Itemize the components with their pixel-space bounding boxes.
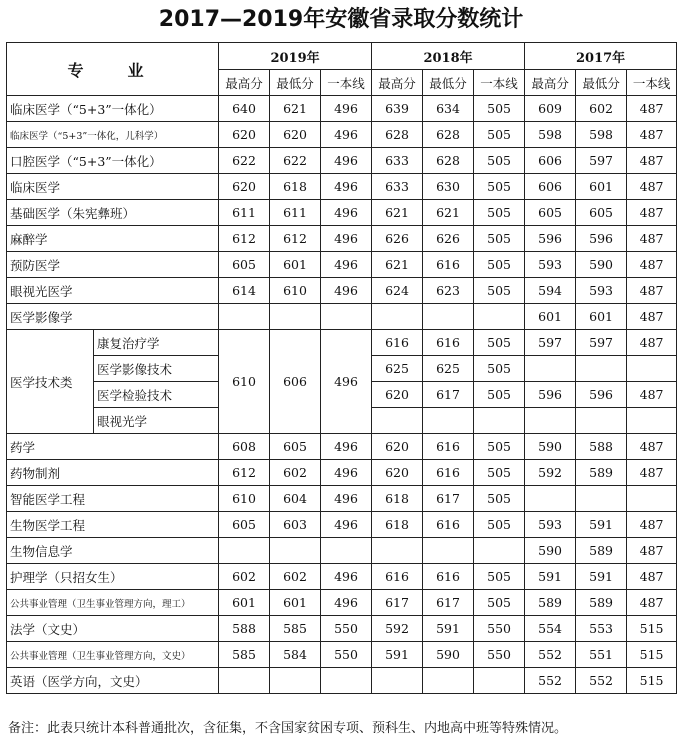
score-cell: 551 bbox=[576, 642, 627, 668]
year-header-2019: 2019年 bbox=[219, 43, 372, 70]
score-cell: 609 bbox=[525, 96, 576, 122]
table-row bbox=[7, 668, 677, 694]
score-cell: 487 bbox=[627, 148, 677, 174]
score-cell bbox=[423, 538, 474, 564]
table-row bbox=[7, 122, 677, 148]
min-score-header: 最低分 bbox=[270, 70, 321, 96]
score-cell bbox=[525, 356, 576, 382]
score-cell bbox=[372, 408, 423, 434]
score-cell: 634 bbox=[423, 96, 474, 122]
score-cell: 487 bbox=[627, 304, 677, 330]
score-cell: 590 bbox=[576, 252, 627, 278]
score-cell bbox=[219, 538, 270, 564]
score-cell: 550 bbox=[474, 616, 525, 642]
major-name-cell: 药学 bbox=[7, 434, 219, 460]
score-cell: 618 bbox=[270, 174, 321, 200]
score-cell: 605 bbox=[525, 200, 576, 226]
score-cell: 496 bbox=[321, 434, 372, 460]
score-cell: 487 bbox=[627, 590, 677, 616]
score-cell bbox=[372, 668, 423, 694]
score-cell bbox=[372, 304, 423, 330]
score-cell: 591 bbox=[576, 512, 627, 538]
score-cell: 602 bbox=[576, 96, 627, 122]
score-cell: 496 bbox=[321, 278, 372, 304]
table-row bbox=[7, 278, 677, 304]
score-cell: 550 bbox=[474, 642, 525, 668]
score-cell bbox=[474, 538, 525, 564]
score-cell: 596 bbox=[525, 382, 576, 408]
score-cell: 601 bbox=[270, 252, 321, 278]
major-name-cell: 生物医学工程 bbox=[7, 512, 219, 538]
score-cell: 617 bbox=[423, 590, 474, 616]
score-cell bbox=[576, 408, 627, 434]
score-cell bbox=[627, 408, 677, 434]
score-cell: 487 bbox=[627, 96, 677, 122]
score-cell: 487 bbox=[627, 460, 677, 486]
year-header-2017: 2017年 bbox=[525, 43, 677, 70]
score-cell: 616 bbox=[423, 252, 474, 278]
score-cell: 617 bbox=[423, 486, 474, 512]
score-cell: 620 bbox=[270, 122, 321, 148]
score-cell: 620 bbox=[219, 122, 270, 148]
score-cell: 617 bbox=[423, 382, 474, 408]
score-cell bbox=[219, 668, 270, 694]
score-cell bbox=[321, 538, 372, 564]
score-cell: 496 bbox=[321, 460, 372, 486]
table-row bbox=[7, 226, 677, 252]
score-cell bbox=[423, 304, 474, 330]
score-cell: 496 bbox=[321, 200, 372, 226]
score-cell: 612 bbox=[219, 226, 270, 252]
score-cell: 625 bbox=[372, 356, 423, 382]
score-cell: 626 bbox=[372, 226, 423, 252]
score-cell: 552 bbox=[525, 642, 576, 668]
score-cell: 588 bbox=[219, 616, 270, 642]
tier1-line-header: 一本线 bbox=[474, 70, 525, 96]
score-cell: 505 bbox=[474, 252, 525, 278]
score-cell: 616 bbox=[372, 330, 423, 356]
score-cell: 591 bbox=[423, 616, 474, 642]
score-cell: 496 bbox=[321, 330, 372, 434]
score-cell: 515 bbox=[627, 642, 677, 668]
score-cell: 622 bbox=[219, 148, 270, 174]
score-cell: 496 bbox=[321, 486, 372, 512]
score-cell: 621 bbox=[423, 200, 474, 226]
score-cell: 618 bbox=[372, 486, 423, 512]
score-cell: 639 bbox=[372, 96, 423, 122]
score-cell: 625 bbox=[423, 356, 474, 382]
score-cell: 628 bbox=[372, 122, 423, 148]
score-cell bbox=[576, 356, 627, 382]
score-cell: 610 bbox=[270, 278, 321, 304]
score-cell: 487 bbox=[627, 434, 677, 460]
score-cell: 505 bbox=[474, 96, 525, 122]
score-cell: 597 bbox=[525, 330, 576, 356]
score-cell: 605 bbox=[219, 252, 270, 278]
major-name-cell: 智能医学工程 bbox=[7, 486, 219, 512]
table-row bbox=[7, 564, 677, 590]
score-cell: 550 bbox=[321, 616, 372, 642]
score-cell: 505 bbox=[474, 512, 525, 538]
score-cell: 553 bbox=[576, 616, 627, 642]
table-row bbox=[7, 174, 677, 200]
score-cell: 590 bbox=[525, 538, 576, 564]
score-cell bbox=[423, 668, 474, 694]
footnote: 备注：此表只统计本科普通批次，含征集，不含国家贫困专项、预科生、内地高中班等特殊情况。 bbox=[8, 721, 568, 736]
major-name-cell: 基础医学（朱宪彝班） bbox=[7, 200, 219, 226]
score-cell bbox=[474, 668, 525, 694]
sub-major-name-cell: 眼视光学 bbox=[94, 408, 219, 434]
score-cell: 496 bbox=[321, 512, 372, 538]
major-name-cell: 麻醉学 bbox=[7, 226, 219, 252]
score-cell: 590 bbox=[423, 642, 474, 668]
score-cell: 616 bbox=[423, 512, 474, 538]
major-name-cell: 眼视光医学 bbox=[7, 278, 219, 304]
score-cell: 487 bbox=[627, 512, 677, 538]
score-cell: 487 bbox=[627, 122, 677, 148]
sub-major-name-cell: 医学检验技术 bbox=[94, 382, 219, 408]
score-cell: 496 bbox=[321, 226, 372, 252]
score-cell: 585 bbox=[270, 616, 321, 642]
score-cell: 626 bbox=[423, 226, 474, 252]
score-cell: 606 bbox=[525, 174, 576, 200]
score-cell: 620 bbox=[372, 382, 423, 408]
score-cell: 594 bbox=[525, 278, 576, 304]
score-cell: 601 bbox=[219, 590, 270, 616]
score-cell: 611 bbox=[270, 200, 321, 226]
score-cell: 593 bbox=[525, 512, 576, 538]
tier1-line-header: 一本线 bbox=[627, 70, 677, 96]
score-cell: 552 bbox=[525, 668, 576, 694]
score-cell: 487 bbox=[627, 538, 677, 564]
score-cell: 515 bbox=[627, 668, 677, 694]
page-title: 2017—2019年安徽省录取分数统计 bbox=[158, 7, 524, 32]
score-cell: 605 bbox=[270, 434, 321, 460]
score-cell: 621 bbox=[270, 96, 321, 122]
score-cell: 630 bbox=[423, 174, 474, 200]
max-score-header: 最高分 bbox=[219, 70, 270, 96]
table-row bbox=[7, 486, 677, 512]
year-header-2018: 2018年 bbox=[372, 43, 525, 70]
score-cell: 616 bbox=[423, 564, 474, 590]
score-cell: 614 bbox=[219, 278, 270, 304]
score-cell: 487 bbox=[627, 330, 677, 356]
score-cell: 620 bbox=[372, 460, 423, 486]
score-cell bbox=[627, 356, 677, 382]
table-row bbox=[7, 252, 677, 278]
score-cell: 628 bbox=[423, 148, 474, 174]
score-cell bbox=[576, 486, 627, 512]
score-cell: 487 bbox=[627, 226, 677, 252]
table-row bbox=[7, 434, 677, 460]
score-cell: 622 bbox=[270, 148, 321, 174]
table-row bbox=[7, 304, 677, 330]
score-cell: 612 bbox=[270, 226, 321, 252]
score-cell bbox=[270, 538, 321, 564]
score-cell: 584 bbox=[270, 642, 321, 668]
sub-major-name-cell: 医学影像技术 bbox=[94, 356, 219, 382]
score-cell: 633 bbox=[372, 148, 423, 174]
score-cell: 515 bbox=[627, 616, 677, 642]
score-cell: 610 bbox=[219, 486, 270, 512]
score-cell: 606 bbox=[270, 330, 321, 434]
score-cell: 623 bbox=[423, 278, 474, 304]
score-cell: 620 bbox=[219, 174, 270, 200]
score-cell: 606 bbox=[525, 148, 576, 174]
score-cell: 496 bbox=[321, 252, 372, 278]
score-cell: 552 bbox=[576, 668, 627, 694]
score-cell: 602 bbox=[270, 564, 321, 590]
score-cell bbox=[321, 304, 372, 330]
score-cell: 597 bbox=[576, 330, 627, 356]
score-cell: 487 bbox=[627, 382, 677, 408]
score-cell: 589 bbox=[576, 590, 627, 616]
major-name-cell: 公共事业管理（卫生事业管理方向，文史） bbox=[7, 642, 219, 668]
score-cell: 585 bbox=[219, 642, 270, 668]
score-cell: 597 bbox=[576, 148, 627, 174]
table-row bbox=[7, 330, 677, 356]
score-cell bbox=[474, 304, 525, 330]
score-cell: 624 bbox=[372, 278, 423, 304]
score-cell: 591 bbox=[372, 642, 423, 668]
score-cell: 611 bbox=[219, 200, 270, 226]
score-cell: 591 bbox=[525, 564, 576, 590]
min-score-header: 最低分 bbox=[576, 70, 627, 96]
score-cell bbox=[270, 304, 321, 330]
score-cell: 496 bbox=[321, 148, 372, 174]
score-cell: 601 bbox=[525, 304, 576, 330]
score-cell: 602 bbox=[219, 564, 270, 590]
score-cell: 550 bbox=[321, 642, 372, 668]
major-name-cell: 临床医学（“5+3”一体化，儿科学） bbox=[7, 122, 219, 148]
score-cell: 620 bbox=[372, 434, 423, 460]
score-cell: 505 bbox=[474, 434, 525, 460]
score-cell bbox=[525, 486, 576, 512]
score-cell: 505 bbox=[474, 356, 525, 382]
score-cell: 487 bbox=[627, 252, 677, 278]
score-cell bbox=[372, 538, 423, 564]
score-cell: 496 bbox=[321, 564, 372, 590]
max-score-header: 最高分 bbox=[525, 70, 576, 96]
score-cell: 589 bbox=[576, 460, 627, 486]
major-name-cell: 预防医学 bbox=[7, 252, 219, 278]
score-cell bbox=[219, 304, 270, 330]
score-cell: 598 bbox=[525, 122, 576, 148]
score-cell: 604 bbox=[270, 486, 321, 512]
score-cell: 487 bbox=[627, 200, 677, 226]
score-cell: 505 bbox=[474, 590, 525, 616]
score-cell: 616 bbox=[423, 330, 474, 356]
score-cell: 590 bbox=[525, 434, 576, 460]
tier1-line-header: 一本线 bbox=[321, 70, 372, 96]
min-score-header: 最低分 bbox=[423, 70, 474, 96]
score-cell: 603 bbox=[270, 512, 321, 538]
score-cell: 596 bbox=[576, 226, 627, 252]
score-cell: 505 bbox=[474, 564, 525, 590]
score-cell: 554 bbox=[525, 616, 576, 642]
score-cell: 616 bbox=[423, 460, 474, 486]
major-name-cell: 生物信息学 bbox=[7, 538, 219, 564]
score-cell: 505 bbox=[474, 330, 525, 356]
table-row bbox=[7, 460, 677, 486]
major-name-cell: 公共事业管理（卫生事业管理方向，理工） bbox=[7, 590, 219, 616]
major-name-cell: 临床医学（“5+3”一体化） bbox=[7, 96, 219, 122]
score-cell bbox=[270, 668, 321, 694]
score-cell: 496 bbox=[321, 174, 372, 200]
max-score-header: 最高分 bbox=[372, 70, 423, 96]
table-row bbox=[7, 96, 677, 122]
score-cell: 610 bbox=[219, 330, 270, 434]
score-cell: 596 bbox=[576, 382, 627, 408]
score-cell: 601 bbox=[576, 174, 627, 200]
major-name-cell: 口腔医学（“5+3”一体化） bbox=[7, 148, 219, 174]
score-cell: 588 bbox=[576, 434, 627, 460]
score-cell: 621 bbox=[372, 200, 423, 226]
score-cell: 598 bbox=[576, 122, 627, 148]
table-row bbox=[7, 590, 677, 616]
score-cell: 601 bbox=[576, 304, 627, 330]
score-cell: 593 bbox=[576, 278, 627, 304]
score-cell: 592 bbox=[525, 460, 576, 486]
score-cell: 618 bbox=[372, 512, 423, 538]
major-name-cell: 药物制剂 bbox=[7, 460, 219, 486]
score-cell: 487 bbox=[627, 278, 677, 304]
score-cell: 592 bbox=[372, 616, 423, 642]
table-row bbox=[7, 616, 677, 642]
major-name-cell: 护理学（只招女生） bbox=[7, 564, 219, 590]
sub-major-name-cell: 康复治疗学 bbox=[94, 330, 219, 356]
score-cell: 496 bbox=[321, 122, 372, 148]
table-row bbox=[7, 538, 677, 564]
score-cell: 505 bbox=[474, 200, 525, 226]
table-row bbox=[7, 512, 677, 538]
score-cell: 487 bbox=[627, 564, 677, 590]
score-cell: 617 bbox=[372, 590, 423, 616]
score-cell: 593 bbox=[525, 252, 576, 278]
score-cell: 601 bbox=[270, 590, 321, 616]
score-cell: 605 bbox=[219, 512, 270, 538]
score-cell: 605 bbox=[576, 200, 627, 226]
score-cell: 616 bbox=[423, 434, 474, 460]
table-row bbox=[7, 200, 677, 226]
score-cell: 628 bbox=[423, 122, 474, 148]
score-cell: 505 bbox=[474, 122, 525, 148]
score-cell: 487 bbox=[627, 174, 677, 200]
major-name-cell: 临床医学 bbox=[7, 174, 219, 200]
table-row bbox=[7, 642, 677, 668]
score-cell: 640 bbox=[219, 96, 270, 122]
score-cell bbox=[474, 408, 525, 434]
major-column-header: 专 业 bbox=[7, 43, 219, 96]
score-cell: 505 bbox=[474, 148, 525, 174]
table-row bbox=[7, 148, 677, 174]
score-cell: 505 bbox=[474, 486, 525, 512]
score-cell: 602 bbox=[270, 460, 321, 486]
score-cell: 505 bbox=[474, 278, 525, 304]
score-cell: 505 bbox=[474, 226, 525, 252]
score-cell: 596 bbox=[525, 226, 576, 252]
major-name-cell: 法学（文史） bbox=[7, 616, 219, 642]
score-cell: 589 bbox=[576, 538, 627, 564]
score-cell: 589 bbox=[525, 590, 576, 616]
major-name-cell: 英语（医学方向，文史） bbox=[7, 668, 219, 694]
score-cell bbox=[627, 486, 677, 512]
score-cell: 505 bbox=[474, 174, 525, 200]
score-cell bbox=[423, 408, 474, 434]
score-cell: 633 bbox=[372, 174, 423, 200]
score-cell: 496 bbox=[321, 96, 372, 122]
score-cell: 608 bbox=[219, 434, 270, 460]
admission-score-table bbox=[6, 42, 677, 694]
score-cell: 612 bbox=[219, 460, 270, 486]
score-cell: 505 bbox=[474, 382, 525, 408]
score-cell: 496 bbox=[321, 590, 372, 616]
score-cell bbox=[321, 668, 372, 694]
major-name-cell: 医学影像学 bbox=[7, 304, 219, 330]
score-cell: 505 bbox=[474, 460, 525, 486]
major-group-cell: 医学技术类 bbox=[7, 330, 94, 434]
score-cell: 621 bbox=[372, 252, 423, 278]
score-cell: 616 bbox=[372, 564, 423, 590]
score-cell bbox=[525, 408, 576, 434]
score-cell: 591 bbox=[576, 564, 627, 590]
